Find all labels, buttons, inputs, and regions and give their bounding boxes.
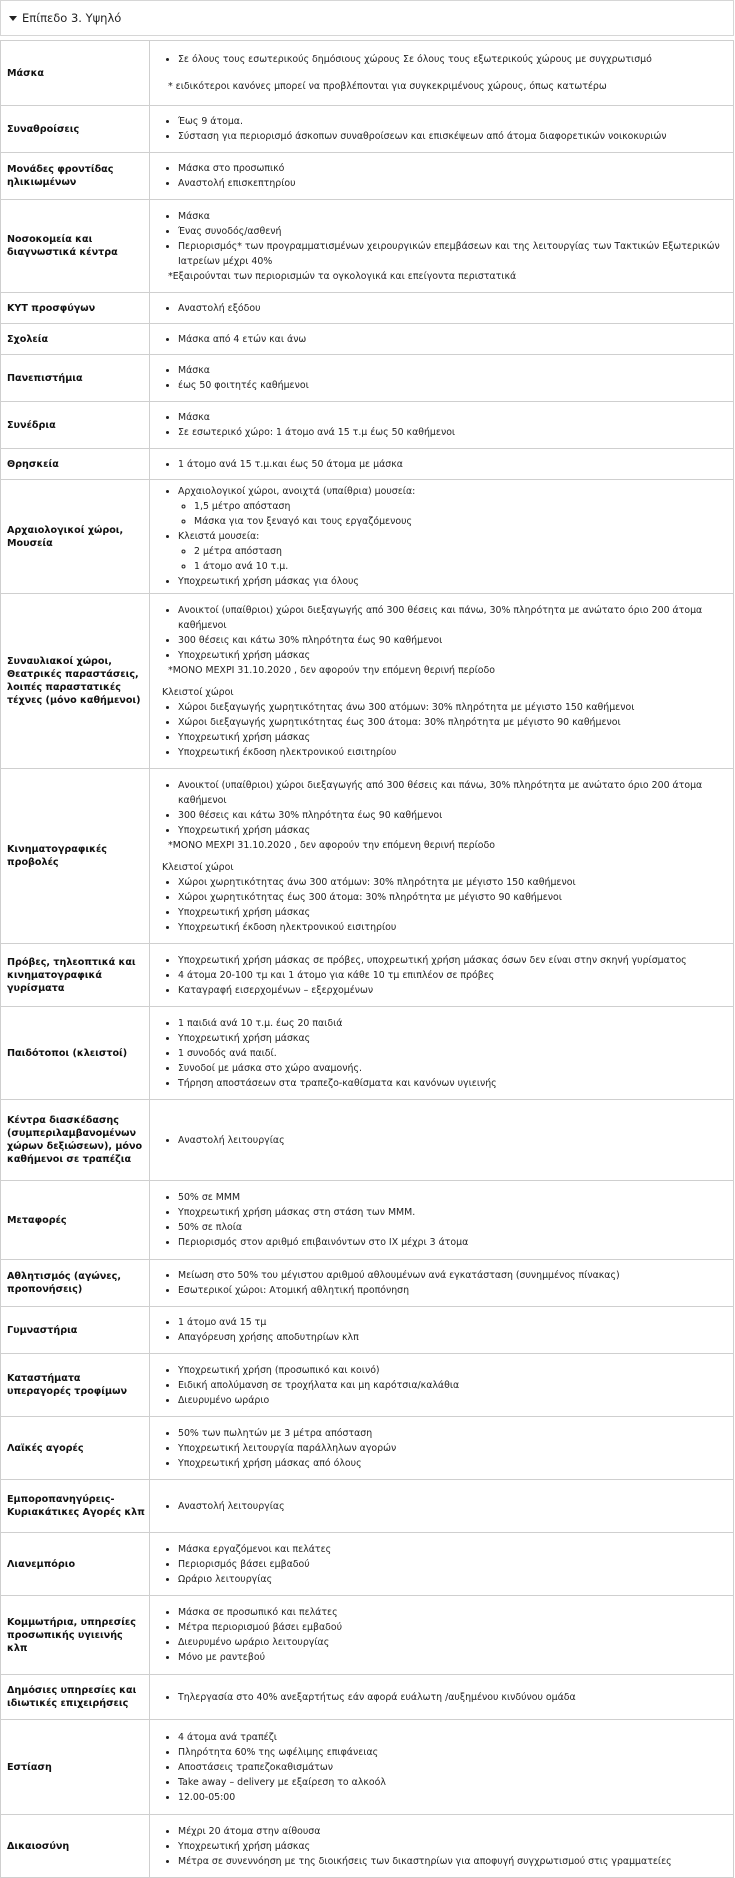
table-row [1,1307,734,1354]
rule-item: • Υποχρεωτική χρήση μάσκας [178,1031,727,1046]
rule-item: • Take away – delivery με εξαίρεση το αλκοόλ [178,1775,727,1790]
rules-cell [150,1181,734,1260]
rules-cell [150,1007,734,1100]
category-label: Εμποροπανηγύρεις- Κυριακάτικες Αγορές κλπ [1,1480,150,1533]
rule-item: • Αναστολή λειτουργίας [178,1499,727,1514]
rule-item: • Μέτρα περιορισμού βάσει εμβαδού [178,1620,727,1635]
rules-cell [150,106,734,153]
rule-item: • Σύσταση για περιορισμό άσκοπων συναθροίσεων και επισκέψεων από άτομα διαφορετικών νοικοκυριών [178,129,727,144]
rules-cell [150,449,734,480]
rule-item: • Χώροι διεξαγωγής χωρητικότητας έως 300 άτομα: 30% πληρότητα με μέγιστο 90 καθήμενοι [178,715,727,730]
rules-cell [150,1100,734,1181]
category-label: Καταστήματα υπεραγορές τροφίμων [1,1354,150,1417]
table-row [1,1533,734,1596]
rule-item: • Αποστάσεις τραπεζοκαθισμάτων [178,1760,727,1775]
category-label: Μάσκα [1,41,150,106]
rule-item: • Μείωση στο 50% του μέγιστου αριθμού αθλουμένων ανά εγκατάσταση (συνημμένος πίνακας) [178,1268,727,1283]
rules-cell [150,1596,734,1675]
category-label: Κινηματογραφικές προβολές [1,769,150,944]
rule-item: • Υποχρεωτική έκδοση ηλεκτρονικού εισιτηρίου [178,745,727,760]
rules-cell [150,1720,734,1815]
rule-item: • Υποχρεωτική χρήση μάσκας από όλους [178,1456,727,1471]
category-label: Συναυλιακοί χώροι, Θεατρικές παραστάσεις, λοιπές παραστατικές τέχνες (μόνο καθήμενοι) [1,594,150,769]
category-label: Κέντρα διασκέδασης (συμπεριλαμβανομένων χώρων δεξιώσεων), μόνο καθήμενοι σε τραπέζια [1,1100,150,1181]
category-label: Νοσοκομεία και διαγνωστικά κέντρα [1,200,150,293]
table-row [1,355,734,402]
rule-item: • Μάσκα σε προσωπικό και πελάτες [178,1605,727,1620]
rule-item: • Μέτρα σε συνεννόηση με της διοικήσεις των δικαστηρίων για αποφυγή συγχρωτισμού στις γραμματείες [178,1854,727,1869]
rules-cell [150,200,734,293]
category-label: Συναθροίσεις [1,106,150,153]
rule-item: • 1 συνοδός ανά παιδί. [178,1046,727,1061]
rule-subhead: Κλειστοί χώροι [162,686,234,698]
rule-item: • 1 παιδιά ανά 10 τ.μ. έως 20 παιδιά [178,1016,727,1031]
category-label: Πανεπιστήμια [1,355,150,402]
table-row [1,106,734,153]
category-label: Γυμναστήρια [1,1307,150,1354]
rule-subitem: ◦ 2 μέτρα απόσταση [194,544,727,559]
rule-item: • Υποχρεωτική χρήση μάσκας [178,905,727,920]
rule-item: • Αναστολή επισκεπτηρίου [178,176,727,191]
rule-item: • Πληρότητα 60% της ωφέλιμης επιφάνειας [178,1745,727,1760]
rule-item: • 1 άτομο ανά 15 τ.μ.και έως 50 άτομα με μάσκα [178,457,727,472]
table-row [1,1815,734,1878]
rule-subitem: ◦ 1,5 μέτρο απόσταση [194,499,727,514]
category-label: ΚΥΤ προσφύγων [1,293,150,324]
rule-item: • έως 50 φοιτητές καθήμενοι [178,378,727,393]
category-label: Δικαιοσύνη [1,1815,150,1878]
table-row [1,1417,734,1480]
table-row [1,449,734,480]
category-label: Σχολεία [1,324,150,355]
rule-item: • Υποχρεωτική λειτουργία παράλληλων αγορών [178,1441,727,1456]
rule-subhead: Κλειστοί χώροι [162,861,234,873]
category-label: Κομμωτήρια, υπηρεσίες προσωπικής υγιεινής κλπ [1,1596,150,1675]
rule-item: • Ωράριο λειτουργίας [178,1572,727,1587]
table-row [1,41,734,106]
table-row [1,324,734,355]
rule-item: • Υποχρεωτική χρήση μάσκας [178,648,727,663]
rule-item [178,529,727,574]
rule-note: * ειδικότεροι κανόνες μπορεί να προβλέπονται για συγκεκριμένους χώρους, όπως κατωτέρω [168,81,607,92]
table-row [1,1596,734,1675]
rule-item: • Σε εσωτερικό χώρο: 1 άτομο ανά 15 τ.μ έως 50 καθήμενοι [178,425,727,440]
rules-cell [150,293,734,324]
rules-cell [150,1533,734,1596]
rule-item: • Αναστολή λειτουργίας [178,1133,727,1148]
rule-item: • Χώροι διεξαγωγής χωρητικότητας άνω 300 ατόμων: 30% πληρότητα με μέγιστο 150 καθήμενοι [178,700,727,715]
rule-item: • Συνοδοί με μάσκα στο χώρο αναμονής. [178,1061,727,1076]
rule-item: • Ανοικτοί (υπαίθριοι) χώροι διεξαγωγής από 300 θέσεις και πάνω, 30% πληρότητα με ανώτατο όριο 200 άτομα καθήμενοι [178,603,727,633]
rule-item: • Υποχρεωτική χρήση μάσκας σε πρόβες, υποχρεωτική χρήση μάσκας όσων δεν είναι στην σκηνή γυρίσματος [178,953,727,968]
category-label: Παιδότοποι (κλειστοί) [1,1007,150,1100]
level-title: Επίπεδο 3. Υψηλό [22,11,122,25]
rule-item: • Περιορισμός* των προγραμματισμένων χειρουργικών επεμβάσεων και της λειτουργίας των Τακτικών Εξωτερικών Ιατρείων μέχρι 40% [178,239,727,269]
category-label: Θρησκεία [1,449,150,480]
category-label: Πρόβες, τηλεοπτικά και κινηματογραφικά γυρίσματα [1,944,150,1007]
rule-item: • 4 άτομα ανά τραπέζι [178,1730,727,1745]
level-accordion-header[interactable] [0,0,734,36]
rules-cell [150,594,734,769]
rule-item: • Υποχρεωτική χρήση μάσκας [178,823,727,838]
rules-cell [150,1260,734,1307]
rule-item: • Μέχρι 20 άτομα στην αίθουσα [178,1824,727,1839]
rule-item: • Περιορισμός βάσει εμβαδού [178,1557,727,1572]
rule-subitem: ◦ Μάσκα για τον ξεναγό και τους εργαζόμενους [194,514,727,529]
rule-item: • 1 άτομο ανά 15 τμ [178,1315,727,1330]
rule-note: *ΜΟΝΟ ΜΕΧΡΙ 31.10.2020 , δεν αφορούν την επόμενη θερινή περίοδο [168,664,495,676]
category-label: Λαϊκές αγορές [1,1417,150,1480]
rule-item: • 4 άτομα 20-100 τμ και 1 άτομο για κάθε 10 τμ επιπλέον σε πρόβες [178,968,727,983]
rule-item: • Μόνο με ραντεβού [178,1650,727,1665]
rule-item: • Σε όλους τους εσωτερικούς δημόσιους χώρους Σε όλους τους εξωτερικούς χώρους με συγχρωτισμό [178,52,727,67]
table-row [1,944,734,1007]
table-row [1,402,734,449]
rule-item: • 50% σε ΜΜΜ [178,1190,727,1205]
rule-subitem: ◦ 1 άτομο ανά 10 τ.μ. [194,559,727,574]
table-row [1,1720,734,1815]
rule-item: • Χώροι χωρητικότητας έως 300 άτομα: 30% πληρότητα με μέγιστο 90 καθήμενοι [178,890,727,905]
rules-cell [150,41,734,106]
category-label: Λιανεμπόριο [1,1533,150,1596]
rule-item: • Έως 9 άτομα. [178,114,727,129]
rule-item: • Χώροι χωρητικότητας άνω 300 ατόμων: 30% πληρότητα με μέγιστο 150 καθήμενοι [178,875,727,890]
rule-item: • Μάσκα [178,410,727,425]
rule-item: • Μάσκα [178,209,727,224]
rules-cell [150,153,734,200]
rule-item: • Υποχρεωτική χρήση μάσκας [178,730,727,745]
rules-cell [150,769,734,944]
table-row [1,594,734,769]
rule-item: • Υποχρεωτική χρήση μάσκας [178,1839,727,1854]
category-label: Μονάδες φροντίδας ηλικιωμένων [1,153,150,200]
table-row [1,1675,734,1720]
category-label: Αρχαιολογικοί χώροι, Μουσεία [1,480,150,594]
rule-item: • Τηλεργασία στο 40% ανεξαρτήτως εάν αφορά ευάλωτη /αυξημένου κινδύνου ομάδα [178,1690,727,1705]
table-row [1,153,734,200]
rule-note: *ΜΟΝΟ ΜΕΧΡΙ 31.10.2020 , δεν αφορούν την επόμενη θερινή περίοδο [168,839,495,851]
rule-heading: Κλειστά μουσεία: [178,531,260,542]
rule-item: • Τήρηση αποστάσεων στα τραπεζο-καθίσματα και κανόνων υγιεινής [178,1076,727,1091]
rules-cell [150,1307,734,1354]
table-row [1,200,734,293]
category-label: Αθλητισμός (αγώνες, προπονήσεις) [1,1260,150,1307]
rule-note: *Εξαιρούνται των περιορισμών τα ογκολογικά και επείγοντα περιστατικά [168,270,517,282]
rule-item: • Περιορισμός στον αριθμό επιβαινόντων στο ΙΧ μέχρι 3 άτομα [178,1235,727,1250]
caret-down-icon [9,16,17,21]
table-row [1,1354,734,1417]
rule-item: • Καταγραφή εισερχομένων – εξερχομένων [178,983,727,998]
rule-item: • Διευρυμένο ωράριο λειτουργίας [178,1635,727,1650]
table-row [1,1100,734,1181]
rule-item: • 300 θέσεις και κάτω 30% πληρότητα έως 90 καθήμενοι [178,633,727,648]
rules-cell [150,480,734,594]
rule-item: • Μάσκα στο προσωπικό [178,161,727,176]
table-row [1,1181,734,1260]
category-label: Δημόσιες υπηρεσίες και ιδιωτικές επιχειρήσεις [1,1675,150,1720]
rule-item: • Υποχρεωτική χρήση μάσκας στη στάση των ΜΜΜ. [178,1205,727,1220]
rule-item: • 50% των πωλητών με 3 μέτρα απόσταση [178,1426,727,1441]
rule-item: • Υποχρεωτική έκδοση ηλεκτρονικού εισιτηρίου [178,920,727,935]
table-row [1,1260,734,1307]
rules-cell [150,1675,734,1720]
rules-cell [150,355,734,402]
rules-cell [150,402,734,449]
rule-item: • 50% σε πλοία [178,1220,727,1235]
rule-heading: Αρχαιολογικοί χώροι, ανοιχτά (υπαίθρια) μουσεία: [178,486,416,497]
rule-item: • Αναστολή εξόδου [178,301,727,316]
rule-item: • Εσωτερικοί χώροι: Ατομική αθλητική προπόνηση [178,1283,727,1298]
table-row [1,1480,734,1533]
category-label: Εστίαση [1,1720,150,1815]
rule-item: • Ειδική απολύμανση σε τροχήλατα και μη καρότσια/καλάθια [178,1378,727,1393]
rule-item: • Υποχρεωτική χρήση (προσωπικό και κοινό) [178,1363,727,1378]
rules-cell [150,1815,734,1878]
table-row [1,1007,734,1100]
rule-item: • Μάσκα [178,363,727,378]
table-row [1,480,734,594]
category-label: Συνέδρια [1,402,150,449]
rule-item: • Ένας συνοδός/ασθενή [178,224,727,239]
table-row [1,293,734,324]
rules-cell [150,1417,734,1480]
category-label: Μεταφορές [1,1181,150,1260]
rule-item: • Απαγόρευση χρήσης αποδυτηρίων κλπ [178,1330,727,1345]
rules-cell [150,944,734,1007]
rules-cell [150,1354,734,1417]
table-row [1,769,734,944]
rule-item: • Ανοικτοί (υπαίθριοι) χώροι διεξαγωγής από 300 θέσεις και πάνω, 30% πληρότητα με ανώτατο όριο 200 άτομα καθήμενοι [178,778,727,808]
rule-item [178,484,727,529]
rule-item: • Υποχρεωτική χρήση μάσκας για όλους [178,574,727,589]
measures-table [0,40,734,1878]
rule-item: • Διευρυμένο ωράριο [178,1393,727,1408]
rules-cell [150,324,734,355]
rules-cell [150,1480,734,1533]
rule-item: • Μάσκα εργαζόμενοι και πελάτες [178,1542,727,1557]
rule-item: • 300 θέσεις και κάτω 30% πληρότητα έως 90 καθήμενοι [178,808,727,823]
rule-item: • 12.00-05:00 [178,1790,727,1805]
rule-item: • Μάσκα από 4 ετών και άνω [178,332,727,347]
